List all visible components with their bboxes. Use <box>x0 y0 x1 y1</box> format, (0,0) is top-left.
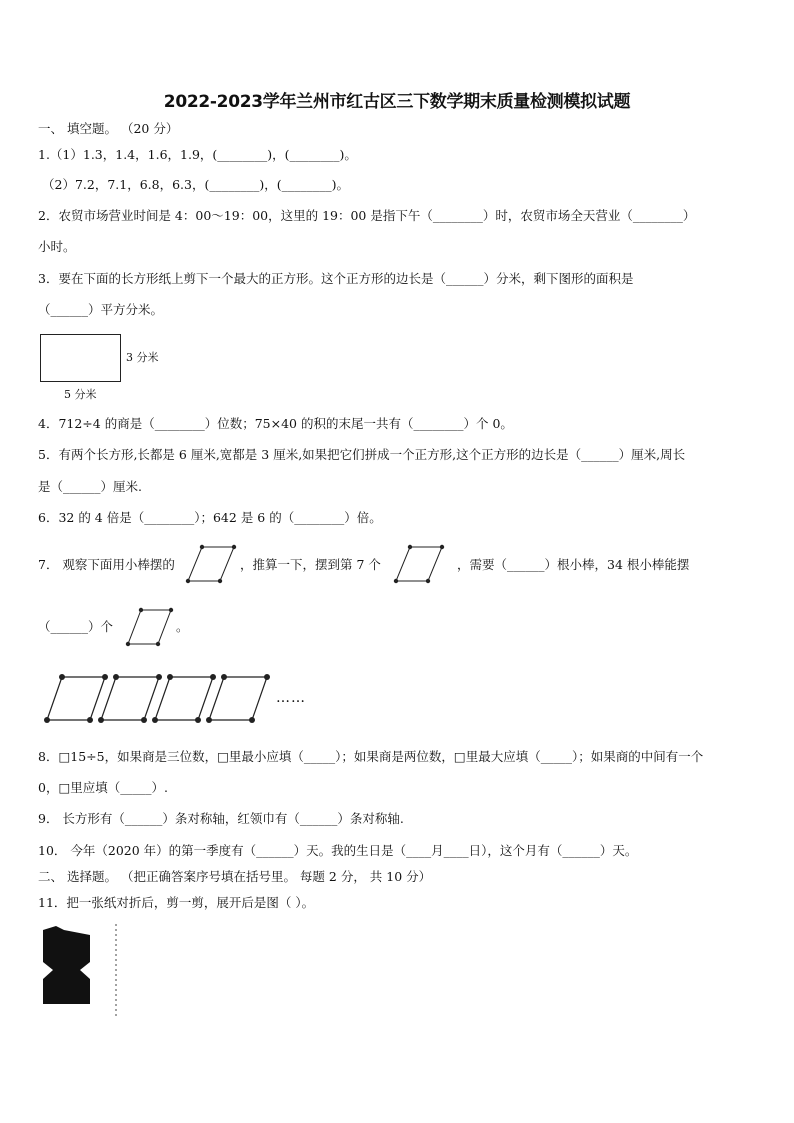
question-7-text-1: 7． 观察下面用小棒摆的 <box>38 557 175 572</box>
continuation-dots: …… <box>276 690 306 706</box>
section-heading-fill-blank: 一、 填空题。 （20 分） <box>38 121 179 136</box>
question-8-line-2: 0，□里应填（_____）. <box>38 780 168 795</box>
question-5-line-2: 是（______）厘米. <box>38 479 142 494</box>
rectangle-shape <box>41 335 121 382</box>
rectangle-width-label: 3 分米 <box>126 351 159 364</box>
question-3-line-2: （______）平方分米。 <box>38 302 164 317</box>
question-7-text-2: ，推算一下，摆到第 7 个 <box>240 557 381 572</box>
question-7-text-5: 。 <box>176 619 189 634</box>
page-title: 2022-2023学年兰州市红古区三下数学期末质量检测模拟试题 <box>163 92 631 112</box>
question-3-line-1: 3．要在下面的长方形纸上剪下一个最大的正方形。这个正方形的边长是（______）分米，剩下图形的面积是 <box>38 271 634 286</box>
parallelogram-icon <box>125 607 175 647</box>
question-11: 11．把一张纸对折后，剪一剪，展开后是图（ ）。 <box>38 895 315 910</box>
section-heading-multiple-choice: 二、 选择题。 （把正确答案序号填在括号里。 每题 2 分， 共 10 分） <box>38 869 432 884</box>
question-5-line-1: 5．有两个长方形,长都是 6 厘米,宽都是 3 厘米,如果把它们拼成一个正方形,这个正方形的边长是（______）厘米,周长 <box>38 447 686 462</box>
question-1-part-2: （2）7.2，7.1，6.8，6.3，(________)，(________)。 <box>42 177 349 192</box>
question-2-line-1: 2．农贸市场营业时间是 4：00～19：00，这里的 19：00 是指下午（________）时，农贸市场全天营业（________） <box>38 208 696 223</box>
question-1-part-1: 1.（1）1.3，1.4，1.6，1.9，(________)，(________)。 <box>38 147 357 162</box>
question-8-line-1: 8．□15÷5，如果商是三位数，□里最小应填（_____）；如果商是两位数，□里最大应填（_____）；如果商的中间有一个 <box>38 749 704 764</box>
parallelogram-icon <box>186 544 238 584</box>
question-3-rectangle-figure <box>40 334 122 384</box>
rectangle-length-label: 5 分米 <box>64 388 97 401</box>
question-7-text-4: （______）个 <box>38 619 114 634</box>
question-9: 9． 长方形有（______）条对称轴，红领巾有（______）条对称轴. <box>38 811 404 826</box>
question-7-text-3: ，需要（______）根小棒，34 根小棒能摆 <box>457 557 690 572</box>
question-2-line-2: 小时。 <box>38 239 76 254</box>
question-10: 10． 今年（2020 年）的第一季度有（______）天。我的生日是（____月____日），这个月有（______）天。 <box>38 843 638 858</box>
question-4: 4．712÷4 的商是（________）位数；75×40 的积的末尾一共有（________）个 0。 <box>38 416 513 431</box>
parallelogram-icon <box>394 544 446 584</box>
parallelogram-chain-figure <box>40 670 280 726</box>
folded-paper-cut-figure <box>40 924 122 1020</box>
question-6: 6．32 的 4 倍是（________）；642 是 6 的（________）倍。 <box>38 510 382 525</box>
